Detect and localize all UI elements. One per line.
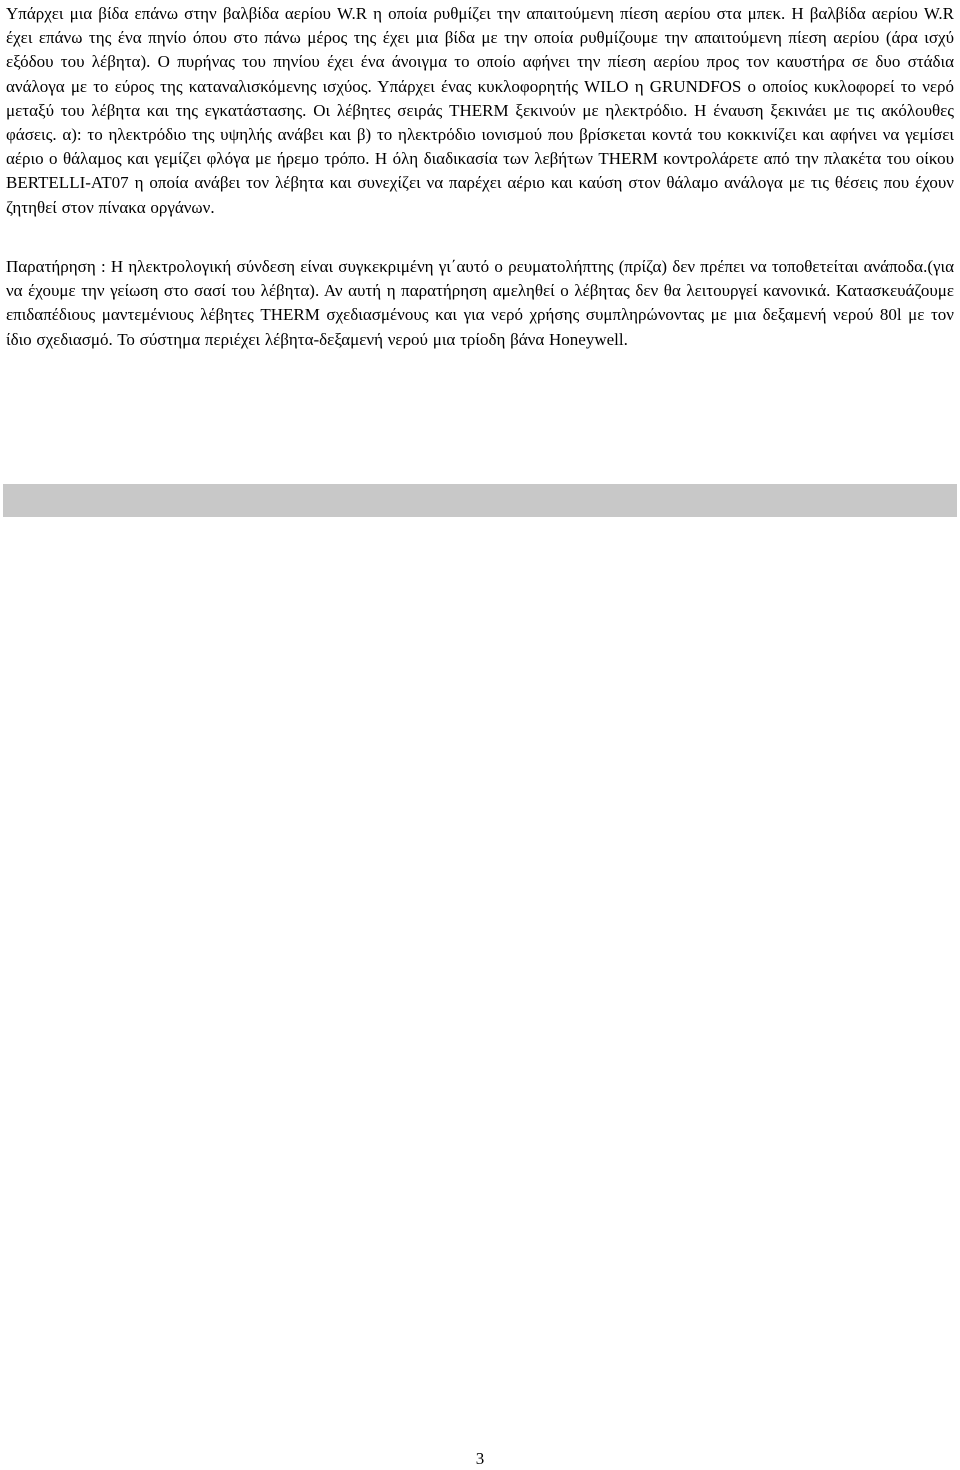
gray-divider-bar (3, 484, 957, 517)
page-number: 3 (475, 1449, 485, 1468)
body-paragraph-note: Παρατήρηση : Η ηλεκτρολογική σύνδεση είναι συγκεκριμένη γι΄αυτό ο ρευματολήπτης (πρίζα) δεν πρέπει να τοποθετείται ανάποδα.(για να έχουμε την γείωση στο σασί του λέβητα). Αν αυτή η παρατήρηση αμεληθεί ο λέβητας δεν θα λειτουργεί κανονικά. Κατασκευάζουμε επιδαπέδιους μαντεμένιους λέβητες THERM σχεδιασμένους και για νερό χρήσης συμπληρώνοντας με μια δεξαμενή νερού 80l με τον ίδιο σχεδιασμό. Το σύστημα περιέχει λέβητα-δεξαμενή νερού μια τρίοδη βάνα Honeywell. (6, 257, 954, 349)
body-paragraph-boiler-description: Υπάρχει μια βίδα επάνω στην βαλβίδα αερίου W.R η οποία ρυθμίζει την απαιτούμενη πίεση αερίου στα μπεκ. Η βαλβίδα αερίου W.R έχει επάνω της ένα πηνίο όπου στο πάνω μέρος της έχει μια βίδα με την οποία ρυθμίζουμε την απαιτούμενη πίεση αερίου (άρα ισχύ εξόδου του λέβητα). Ο πυρήνας του πηνίου έχει ένα άνοιγμα το οποίο αφήνει την πίεση αερίου προς τον καυστήρα σε δυο στάδια ανάλογα με το εύρος της καταναλισκόμενης ισχύος. Υπάρχει ένας κυκλοφορητής WILO η GRUNDFOS ο οποίος κυκλοφορεί το νερό μεταξύ του λέβητα και της εγκατάστασης. Οι λέβητες σειράς THERM ξεκινούν με ηλεκτρόδιο. Η έναυση ξεκινάει με τις ακόλουθες φάσεις. α): το ηλεκτρόδιο της υψηλής ανάβει και β) το ηλεκτρόδιο ιονισμού που βρίσκεται κοντά του κοκκινίζει και αφήνει να γεμίσει αέριο ο θάλαμος και γεμίζει φλόγα με ήρεμο τρόπο. Η όλη διαδικασία των λεβήτων THERM κοντρολάρετε από την πλακέτα του οίκου BERTELLI-AT07 η οποία ανάβει τον λέβητα και συνεχίζει να παρέχει αέριο και καύση στον θάλαμο ανάλογα με τις θέσεις που έχουν ζητηθεί στον πίνακα οργάνων. (6, 4, 954, 217)
